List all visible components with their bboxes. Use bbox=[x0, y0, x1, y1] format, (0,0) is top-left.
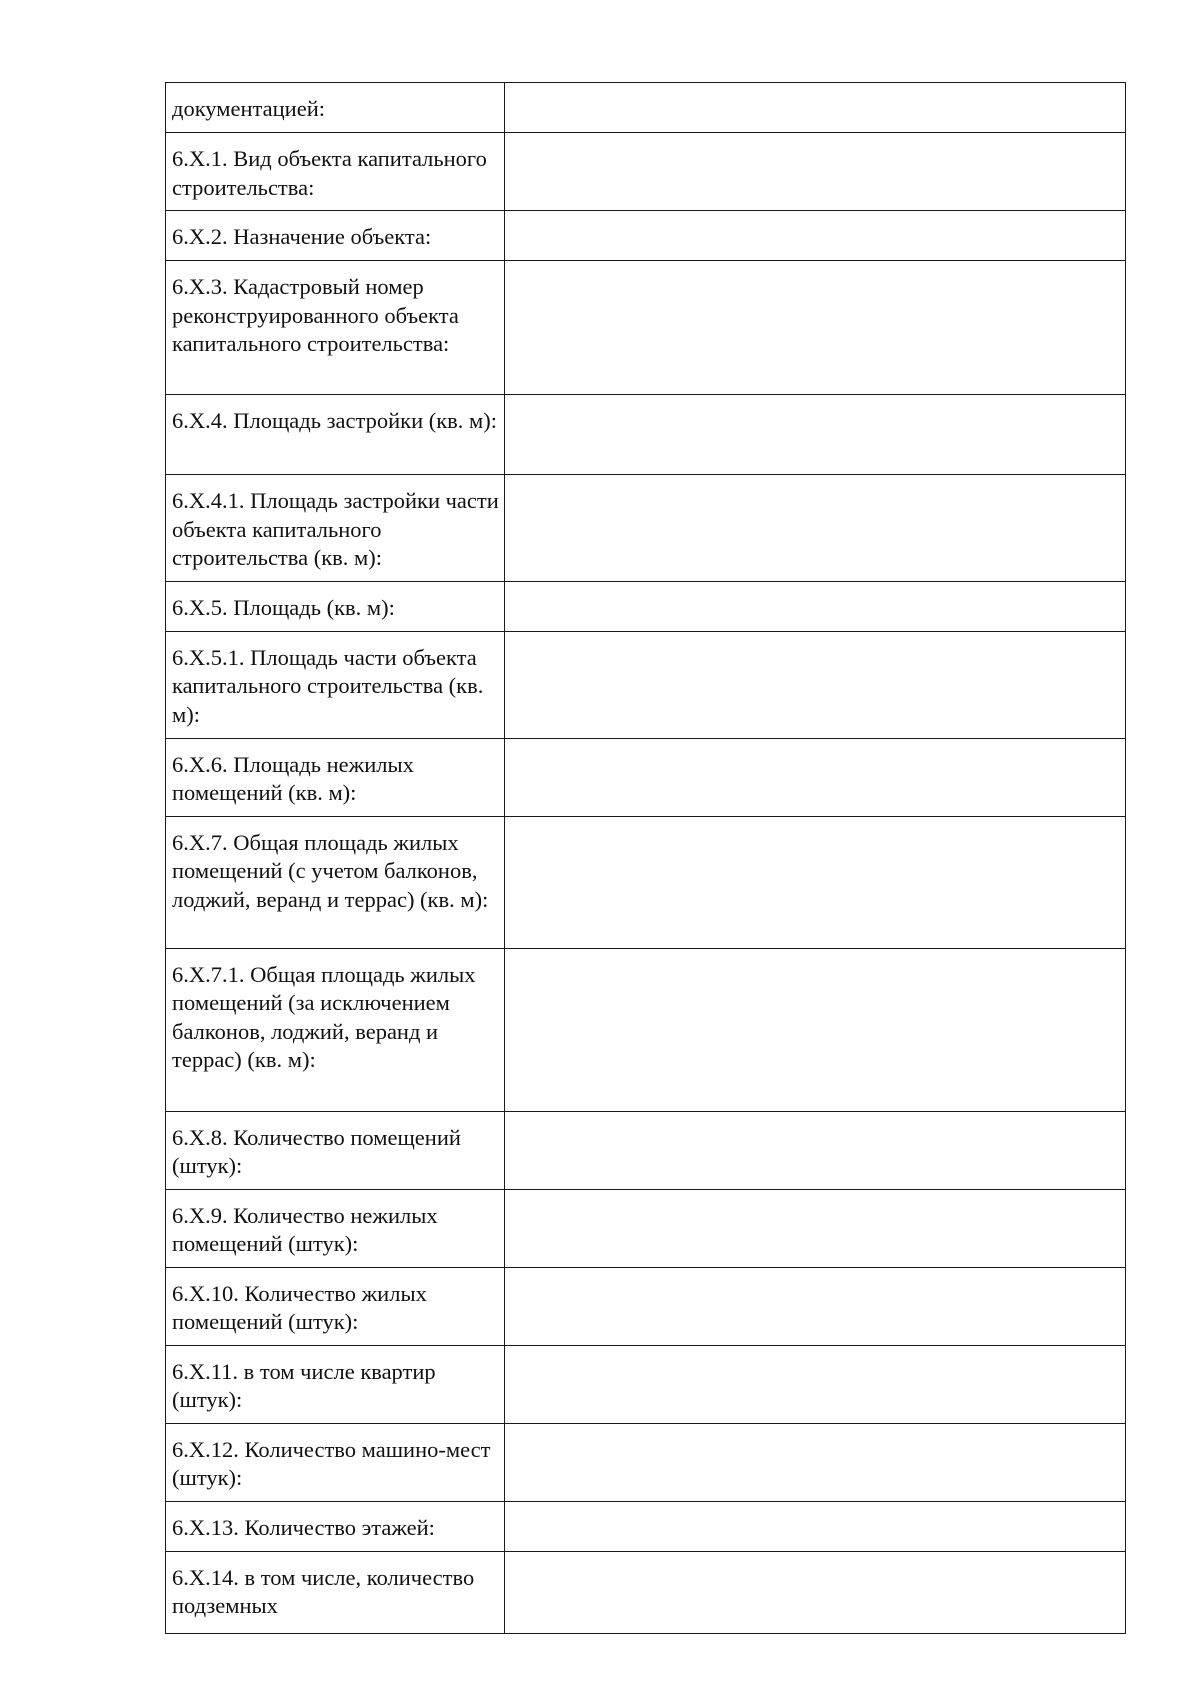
form-row-6x4-1 bbox=[166, 475, 1126, 582]
row-label-6x1: 6.Х.1. Вид объекта капитального строительства: bbox=[166, 133, 505, 211]
row-value-6x3 bbox=[505, 261, 1126, 395]
form-row-6x13 bbox=[166, 1501, 1126, 1551]
row-value-6x5 bbox=[505, 581, 1126, 631]
row-value-6x6 bbox=[505, 738, 1126, 816]
row-value-6x14 bbox=[505, 1551, 1126, 1633]
row-value-6x7 bbox=[505, 816, 1126, 948]
row-label-6x7: 6.Х.7. Общая площадь жилых помещений (с учетом балконов, лоджий, веранд и террас) (кв. м): bbox=[166, 816, 505, 948]
row-value-6x8 bbox=[505, 1111, 1126, 1189]
form-row-6x4 bbox=[166, 395, 1126, 475]
row-label-6x7-1: 6.Х.7.1. Общая площадь жилых помещений (за исключением балконов, лоджий, веранд и террас) (кв. м): bbox=[166, 948, 505, 1111]
row-value-6x5-1 bbox=[505, 631, 1126, 738]
row-value-6x11 bbox=[505, 1345, 1126, 1423]
form-row-6x5-1 bbox=[166, 631, 1126, 738]
form-row-6x1 bbox=[166, 133, 1126, 211]
row-label-6x13: 6.Х.13. Количество этажей: bbox=[166, 1501, 505, 1551]
form-row-6x8 bbox=[166, 1111, 1126, 1189]
row-label-6x11: 6.Х.11. в том числе квартир (штук): bbox=[166, 1345, 505, 1423]
row-value-continuation bbox=[505, 83, 1126, 133]
form-row-6x9 bbox=[166, 1189, 1126, 1267]
row-label-6x9: 6.Х.9. Количество нежилых помещений (штук): bbox=[166, 1189, 505, 1267]
row-label-6x6: 6.Х.6. Площадь нежилых помещений (кв. м): bbox=[166, 738, 505, 816]
form-row-6x7-1 bbox=[166, 948, 1126, 1111]
form-row-6x11 bbox=[166, 1345, 1126, 1423]
row-value-6x12 bbox=[505, 1423, 1126, 1501]
row-label-6x4: 6.Х.4. Площадь застройки (кв. м): bbox=[166, 395, 505, 475]
row-label-6x3: 6.Х.3. Кадастровый номер реконструированного объекта капитального строительства: bbox=[166, 261, 505, 395]
row-label-continuation: документацией: bbox=[166, 83, 505, 133]
form-table bbox=[165, 82, 1126, 1634]
form-row-6x6 bbox=[166, 738, 1126, 816]
row-label-6x10: 6.Х.10. Количество жилых помещений (штук): bbox=[166, 1267, 505, 1345]
row-value-6x9 bbox=[505, 1189, 1126, 1267]
row-label-6x4-1: 6.Х.4.1. Площадь застройки части объекта капитального строительства (кв. м): bbox=[166, 475, 505, 582]
row-label-6x14: 6.Х.14. в том числе, количество подземных bbox=[166, 1551, 505, 1633]
row-value-6x2 bbox=[505, 211, 1126, 261]
form-row-6x14 bbox=[166, 1551, 1126, 1633]
row-value-6x7-1 bbox=[505, 948, 1126, 1111]
form-row-6x5 bbox=[166, 581, 1126, 631]
row-value-6x4-1 bbox=[505, 475, 1126, 582]
row-value-6x4 bbox=[505, 395, 1126, 475]
form-row-6x2 bbox=[166, 211, 1126, 261]
row-value-6x10 bbox=[505, 1267, 1126, 1345]
form-row-6x3 bbox=[166, 261, 1126, 395]
form-row-6x10 bbox=[166, 1267, 1126, 1345]
row-label-6x8: 6.Х.8. Количество помещений (штук): bbox=[166, 1111, 505, 1189]
form-row-6x7 bbox=[166, 816, 1126, 948]
row-label-6x5: 6.Х.5. Площадь (кв. м): bbox=[166, 581, 505, 631]
row-label-6x12: 6.Х.12. Количество машино-мест (штук): bbox=[166, 1423, 505, 1501]
row-value-6x13 bbox=[505, 1501, 1126, 1551]
form-row-6x12 bbox=[166, 1423, 1126, 1501]
row-label-6x2: 6.Х.2. Назначение объекта: bbox=[166, 211, 505, 261]
row-label-6x5-1: 6.Х.5.1. Площадь части объекта капитального строительства (кв. м): bbox=[166, 631, 505, 738]
row-value-6x1 bbox=[505, 133, 1126, 211]
form-row-continuation bbox=[166, 83, 1126, 133]
